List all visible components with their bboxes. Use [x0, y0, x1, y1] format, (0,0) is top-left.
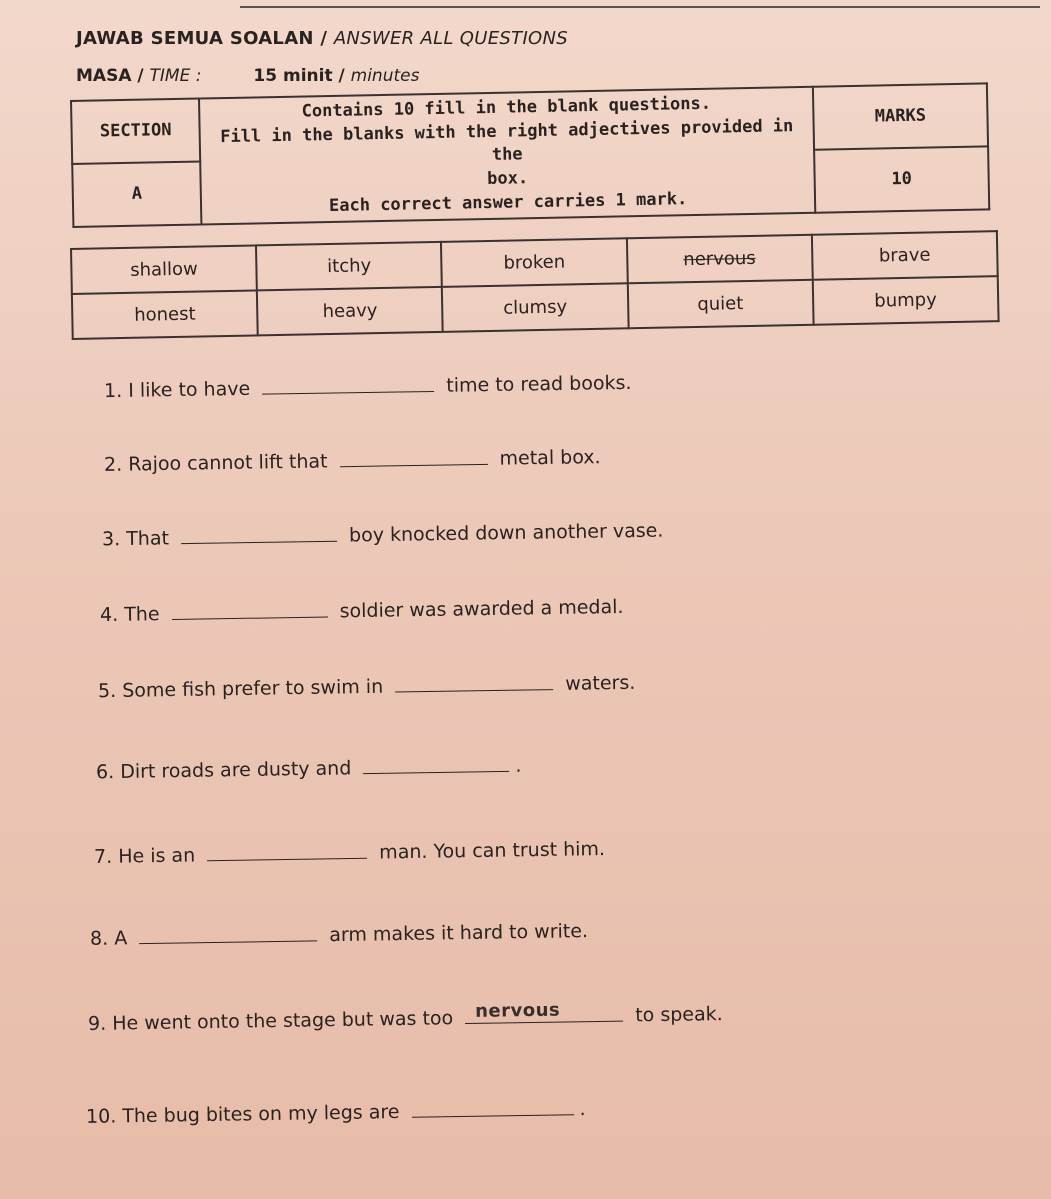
handwritten-answer-9: nervous	[474, 999, 561, 1022]
word-cell: shallow	[71, 245, 257, 294]
question-3: 3. That boy knocked down another vase.	[101, 519, 664, 551]
description-line: box.	[487, 168, 529, 189]
heading-english: ANSWER ALL QUESTIONS	[333, 28, 569, 49]
answer-blank-10[interactable]	[411, 1096, 573, 1118]
answer-blank-4[interactable]	[171, 599, 327, 620]
question-6: 6. Dirt roads are dusty and .	[95, 754, 522, 784]
adjective-word-box	[70, 230, 1000, 340]
marks-value-cell: 10	[814, 146, 989, 212]
section-value-cell: A	[72, 161, 201, 226]
word-cell: clumsy	[442, 283, 628, 332]
top-rule	[240, 6, 1040, 8]
answer-blank-8[interactable]	[139, 922, 317, 944]
answer-blank-1[interactable]	[262, 373, 434, 395]
description-line: Each correct answer carries 1 mark.	[328, 188, 688, 216]
word-cell: broken	[441, 238, 627, 287]
answer-blank-7[interactable]	[207, 840, 367, 862]
word-cell: quiet	[627, 280, 813, 329]
time-label-english: TIME :	[149, 66, 202, 86]
word-cell: brave	[812, 231, 998, 280]
answer-blank-9[interactable]	[465, 999, 623, 1024]
description-line: Fill in the blanks with the right adjectives provided in the	[220, 116, 794, 165]
word-cell: heavy	[257, 287, 443, 336]
page-heading	[76, 28, 568, 49]
section-description	[199, 87, 815, 224]
question-7: 7. He is an man. You can trust him.	[93, 837, 606, 869]
answer-blank-3[interactable]	[181, 523, 337, 544]
answer-blank-6[interactable]	[363, 753, 509, 774]
word-cell-crossed-out: nervous	[626, 235, 812, 284]
answer-blank-5[interactable]	[395, 671, 553, 692]
time-value: 15 minit /	[253, 66, 345, 86]
word-cell: honest	[72, 290, 258, 339]
question-10: 10. The bug bites on my legs are .	[85, 1098, 586, 1128]
section-info-table	[70, 82, 990, 218]
word-cell: itchy	[256, 242, 442, 291]
question-4: 4. The soldier was awarded a medal.	[99, 595, 624, 627]
time-label-malay: MASA /	[76, 66, 144, 86]
heading-malay: JAWAB SEMUA SOALAN /	[76, 28, 328, 49]
marks-label-cell: MARKS	[813, 83, 988, 149]
description-line: Contains 10 fill in the blank questions.	[301, 93, 712, 122]
question-5: 5. Some fish prefer to swim in waters.	[97, 671, 636, 703]
question-9: 9. He went onto the stage but was too nervous to speak.	[87, 999, 723, 1035]
question-8: 8. A arm makes it hard to write.	[89, 920, 589, 950]
word-cell: bumpy	[812, 276, 998, 325]
time-line	[76, 66, 419, 86]
time-unit-english: minutes	[350, 66, 420, 86]
question-2: 2. Rajoo cannot lift that metal box.	[103, 446, 601, 476]
section-label-cell: SECTION	[71, 99, 200, 164]
question-1: 1. I like to have time to read books.	[103, 371, 632, 403]
answer-blank-2[interactable]	[339, 446, 487, 467]
